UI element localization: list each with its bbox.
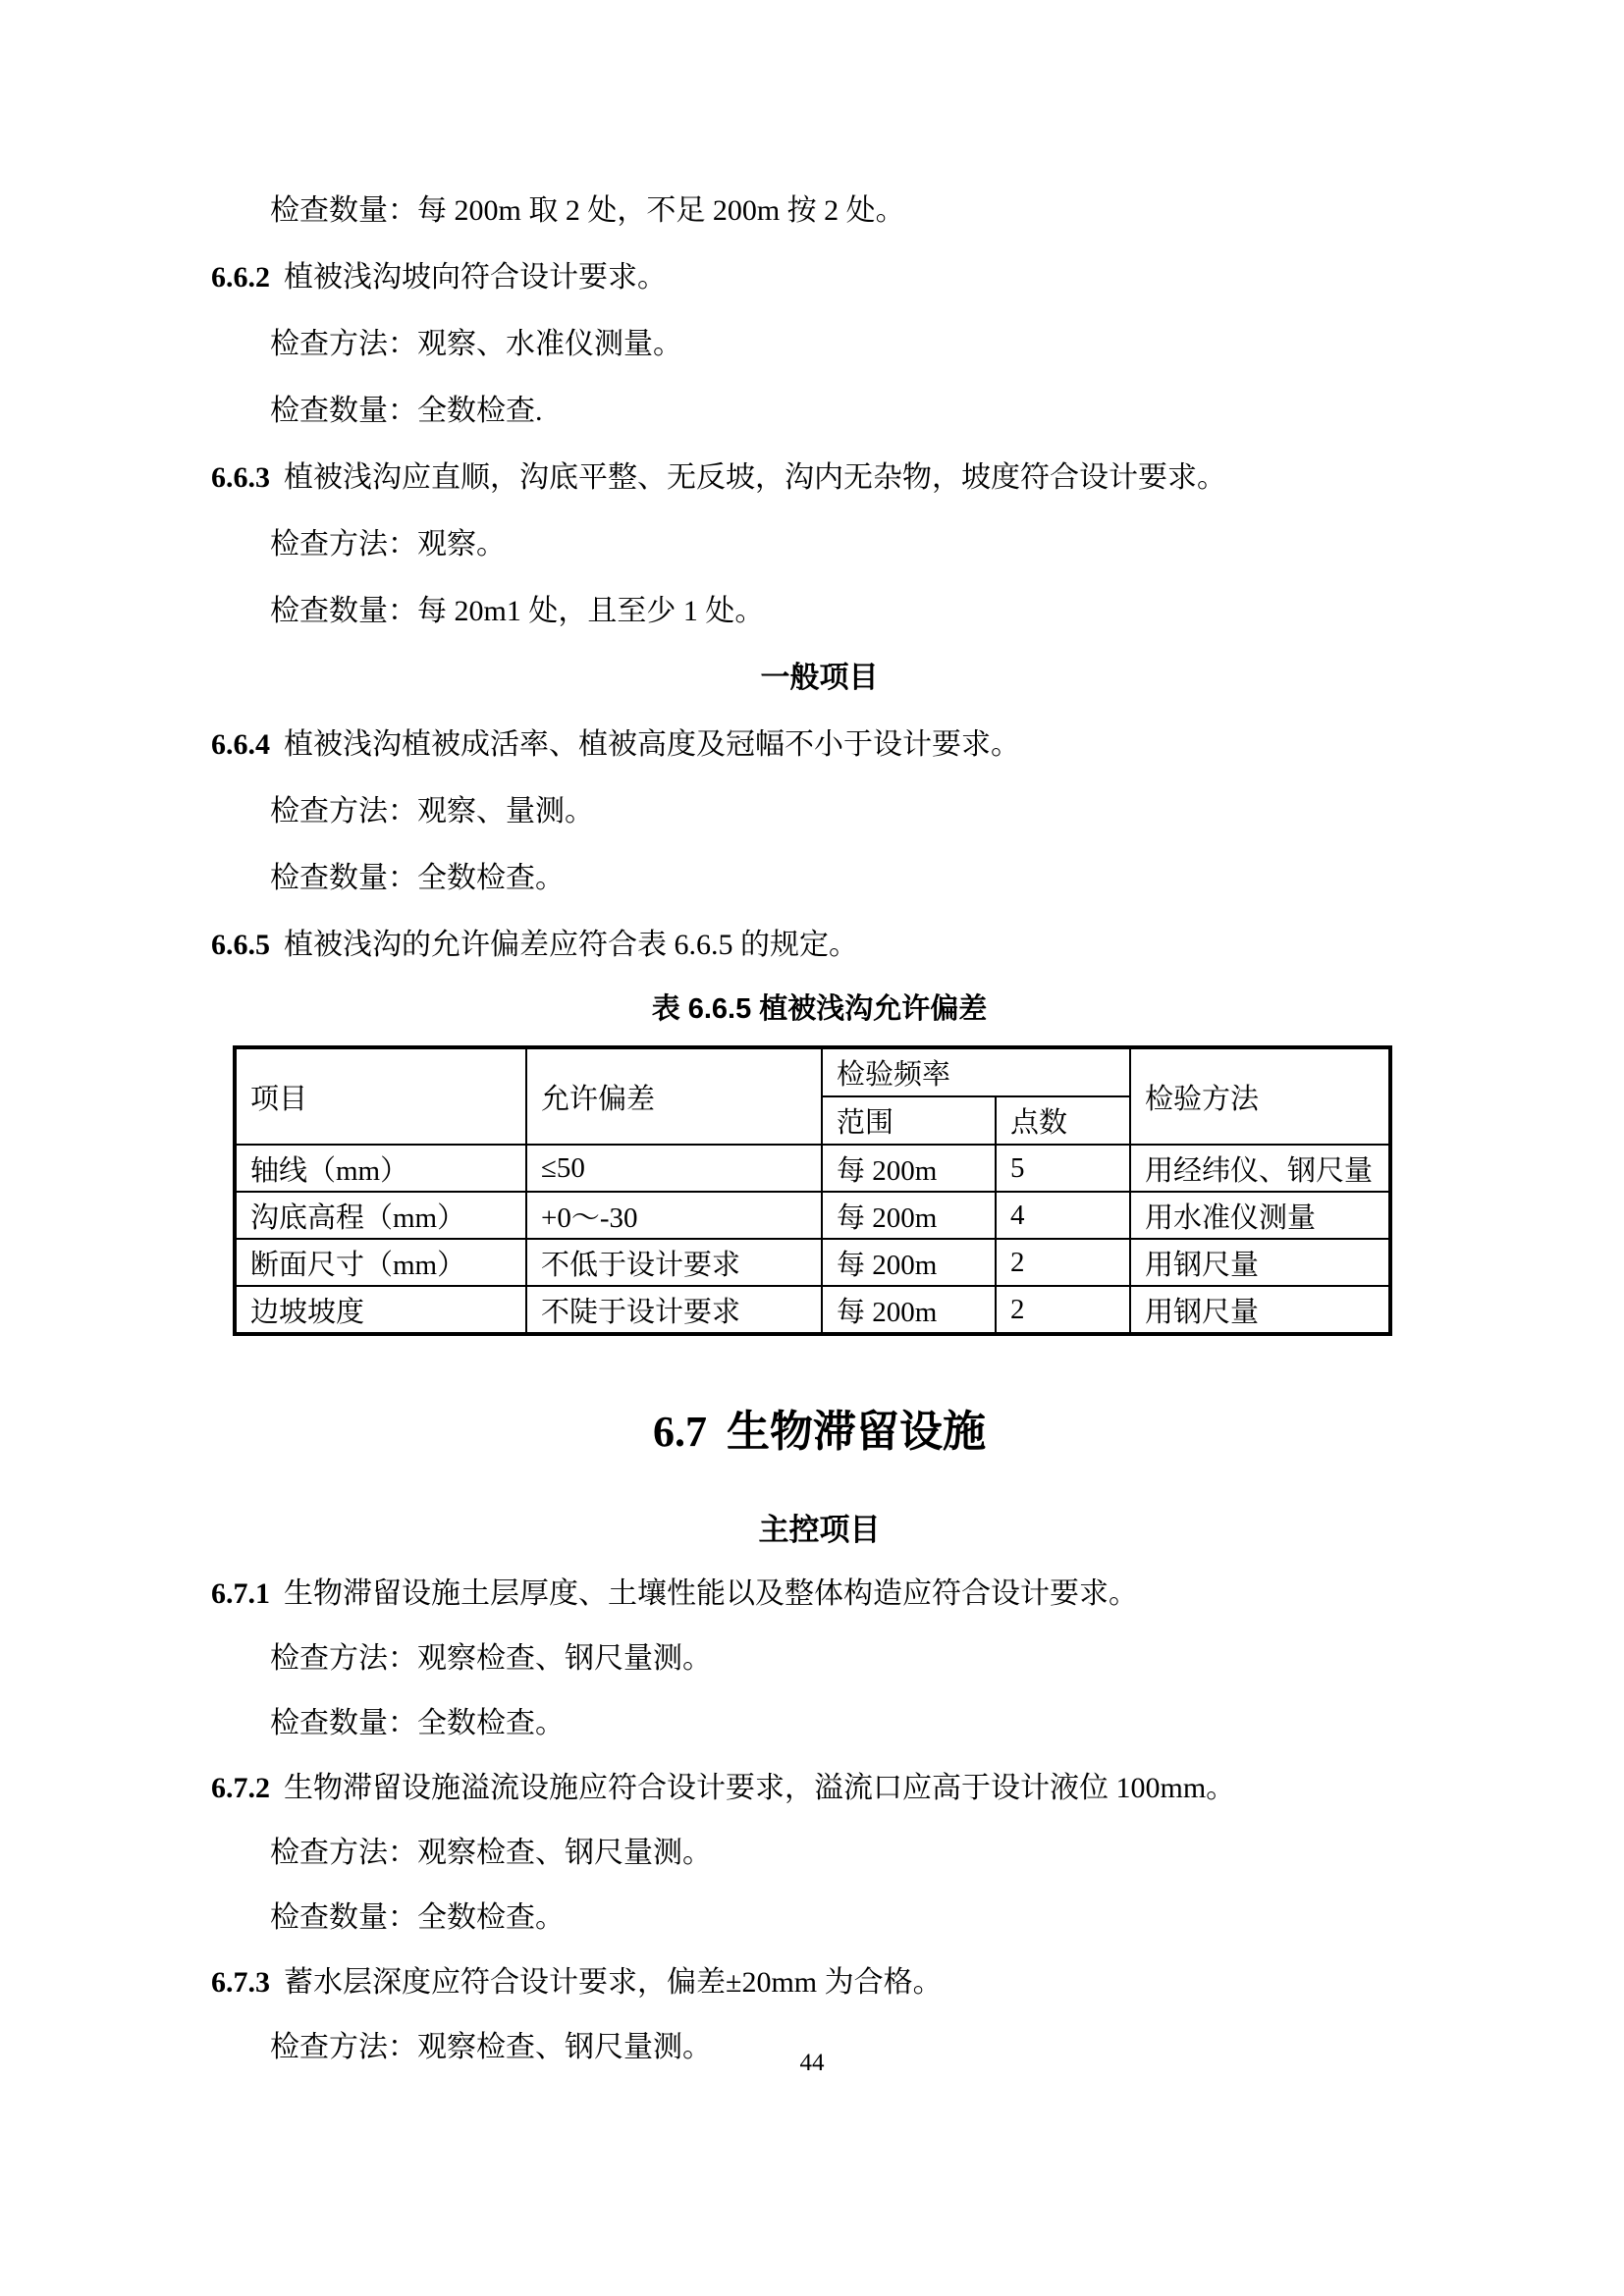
table-row xyxy=(235,1192,1390,1239)
cell-points: 2 xyxy=(996,1286,1130,1334)
cell-item: 轴线（mm） xyxy=(235,1145,526,1192)
clause-text: 植被浅沟坡向符合设计要求。 xyxy=(284,261,667,294)
col-header-tolerance: 允许偏差 xyxy=(526,1047,822,1145)
line-text: 检查数量：全数检查. xyxy=(270,395,543,427)
cell-points: 5 xyxy=(996,1145,1130,1192)
check-quantity-line xyxy=(211,845,1428,912)
cell-range: 每 200m xyxy=(822,1145,996,1192)
line-text: 检查数量：每 20m1 处，且至少 1 处。 xyxy=(270,595,765,627)
check-quantity-line xyxy=(211,178,1428,244)
cell-points: 2 xyxy=(996,1239,1130,1286)
clause-6-6-4 xyxy=(211,712,1428,778)
col-header-method: 检验方法 xyxy=(1130,1047,1390,1145)
col-header-range: 范围 xyxy=(822,1096,996,1145)
check-method-line xyxy=(211,511,1428,578)
tolerance-table xyxy=(233,1045,1392,1336)
line-text: 检查方法：观察、水准仪测量。 xyxy=(270,328,682,360)
page-number: 44 xyxy=(799,2050,825,2076)
cell-tolerance: 不低于设计要求 xyxy=(526,1239,822,1286)
cell-tolerance: +0～-30 xyxy=(526,1192,822,1239)
cell-method: 用钢尺量 xyxy=(1130,1239,1390,1286)
check-method-line xyxy=(211,311,1428,378)
line-text: 检查方法：观察检查、钢尺量测。 xyxy=(270,1642,712,1675)
clause-number: 6.6.3 xyxy=(211,461,270,494)
col-header-frequency: 检验频率 xyxy=(822,1047,1130,1096)
clause-number: 6.7.3 xyxy=(211,1966,270,1999)
section-6-7-heading xyxy=(211,1389,1428,1475)
clause-number: 6.7.2 xyxy=(211,1772,270,1804)
table-caption: 表 6.6.5 植被浅沟允许偏差 xyxy=(651,993,988,1025)
clause-6-7-2 xyxy=(211,1756,1428,1821)
check-quantity-line xyxy=(211,578,1428,645)
check-method-line xyxy=(211,778,1428,845)
clause-text: 蓄水层深度应符合设计要求，偏差±20mm 为合格。 xyxy=(284,1966,943,1999)
cell-points: 4 xyxy=(996,1192,1130,1239)
cell-method: 用钢尺量 xyxy=(1130,1286,1390,1334)
section-number: 6.7 xyxy=(653,1408,707,1456)
cell-item: 沟底高程（mm） xyxy=(235,1192,526,1239)
section-title: 生物滞留设施 xyxy=(727,1408,986,1456)
check-quantity-line xyxy=(211,378,1428,445)
line-text: 检查数量：全数检查。 xyxy=(270,1901,565,1934)
check-method-line xyxy=(211,1627,1428,1691)
clause-text: 植被浅沟应直顺，沟底平整、无反坡，沟内无杂物，坡度符合设计要求。 xyxy=(284,461,1226,494)
clause-text: 植被浅沟的允许偏差应符合表 6.6.5 的规定。 xyxy=(284,929,858,961)
cell-method: 用水准仪测量 xyxy=(1130,1192,1390,1239)
cell-method: 用经纬仪、钢尺量 xyxy=(1130,1145,1390,1192)
tolerance-table-wrap xyxy=(233,1045,1428,1336)
table-header-row-1 xyxy=(235,1047,1390,1096)
table-row xyxy=(235,1145,1390,1192)
clause-6-7-3 xyxy=(211,1950,1428,2015)
general-items-heading: 一般项目 xyxy=(760,662,879,694)
cell-tolerance: 不陡于设计要求 xyxy=(526,1286,822,1334)
check-quantity-line xyxy=(211,1886,1428,1950)
clause-6-6-5 xyxy=(211,912,1428,979)
check-method-line xyxy=(211,1821,1428,1886)
clause-text: 生物滞留设施溢流设施应符合设计要求，溢流口应高于设计液位 100mm。 xyxy=(284,1772,1236,1804)
line-text: 检查数量：每 200m 取 2 处，不足 200m 按 2 处。 xyxy=(270,194,905,227)
cell-item: 边坡坡度 xyxy=(235,1286,526,1334)
line-text: 检查数量：全数检查。 xyxy=(270,1707,565,1739)
col-header-item: 项目 xyxy=(235,1047,526,1145)
cell-tolerance: ≤50 xyxy=(526,1145,822,1192)
line-text: 检查方法：观察、量测。 xyxy=(270,795,594,828)
clause-number: 6.6.4 xyxy=(211,728,270,761)
clause-text: 植被浅沟植被成活率、植被高度及冠幅不小于设计要求。 xyxy=(284,728,1020,761)
cell-range: 每 200m xyxy=(822,1239,996,1286)
clause-6-7-1 xyxy=(211,1562,1428,1627)
cell-item: 断面尺寸（mm） xyxy=(235,1239,526,1286)
clause-number: 6.6.2 xyxy=(211,261,270,294)
main-control-heading: 主控项目 xyxy=(758,1513,881,1547)
check-quantity-line xyxy=(211,1691,1428,1756)
col-header-points: 点数 xyxy=(996,1096,1130,1145)
clause-6-6-2 xyxy=(211,244,1428,311)
line-text: 检查方法：观察检查、钢尺量测。 xyxy=(270,2031,712,2063)
line-text: 检查数量：全数检查。 xyxy=(270,862,565,894)
clause-6-6-3 xyxy=(211,445,1428,511)
clause-text: 生物滞留设施土层厚度、土壤性能以及整体构造应符合设计要求。 xyxy=(284,1577,1138,1610)
cell-range: 每 200m xyxy=(822,1286,996,1334)
cell-range: 每 200m xyxy=(822,1192,996,1239)
table-row xyxy=(235,1239,1390,1286)
clause-number: 6.7.1 xyxy=(211,1577,270,1610)
table-row xyxy=(235,1286,1390,1334)
line-text: 检查方法：观察检查、钢尺量测。 xyxy=(270,1837,712,1869)
clause-number: 6.6.5 xyxy=(211,929,270,961)
line-text: 检查方法：观察。 xyxy=(270,528,506,561)
